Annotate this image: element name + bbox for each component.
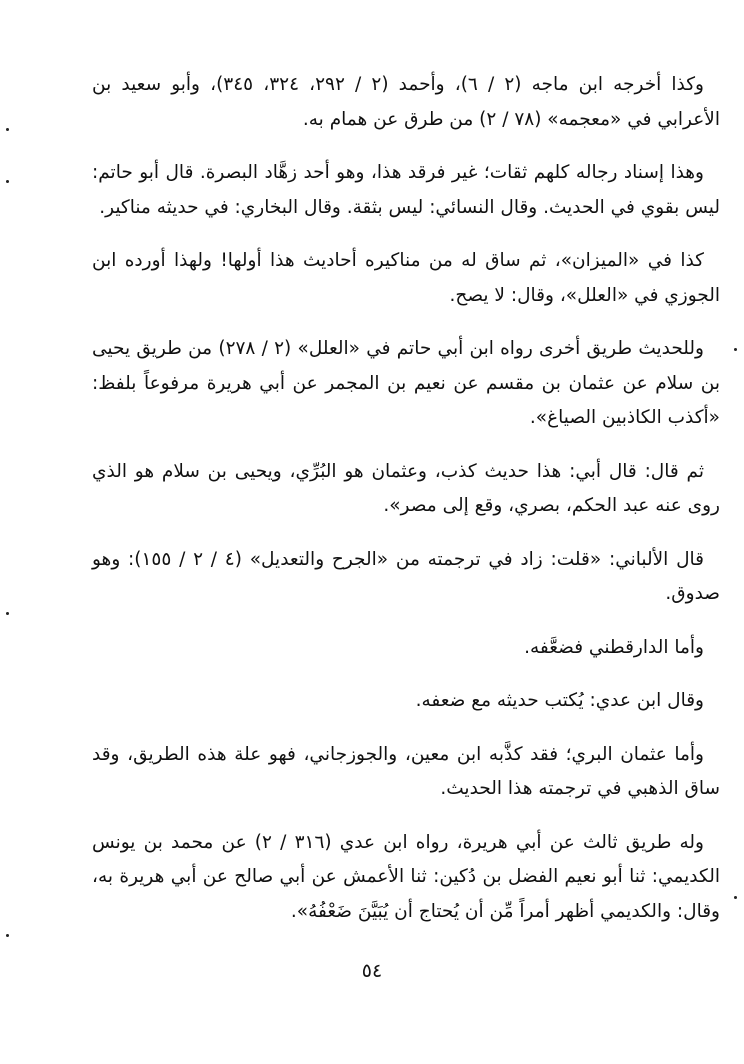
paragraph-2: وهذا إسناد رجاله كلهم ثقات؛ غير فرقد هذا، وهو أحد زهَّاد البصرة. قال أبو حاتم: ليس بقوي في الحديث. وقال النسائي: ليس بثقة. وقال البخاري: في حديثه مناكير. (92, 162, 720, 218)
scan-mark (6, 934, 9, 937)
paragraph-6: قال الألباني: «قلت: زاد في ترجمته من «الجرح والتعديل» (٤ / ٢ / ١٥٥): وهو صدوق. (92, 548, 720, 604)
paragraph-9: وأما عثمان البري؛ فقد كذَّبه ابن معين، والجوزجاني، فهو علة هذه الطريق، وقد ساق الذهبي في ترجمته هذا الحديث. (92, 743, 720, 799)
body-text (92, 68, 720, 948)
scan-mark (734, 896, 737, 899)
paragraph-8: وقال ابن عدي: يُكتب حديثه مع ضعفه. (415, 690, 704, 711)
paragraph-7: وأما الدارقطني فضعَّفه. (524, 636, 704, 658)
page-number: ٥٤ (361, 960, 383, 982)
paragraph-1: وكذا أخرجه ابن ماجه (٢ / ٦)، وأحمد (٢ / ٢٩٢، ٣٢٤، ٣٤٥)، وأبو سعيد بن الأعرابي في «معجمه» (٧٨ / ٢) من طرق عن همام به. (92, 74, 720, 130)
scan-mark (6, 180, 9, 183)
paragraph-3: كذا في «الميزان»، ثم ساق له من مناكيره أحاديث هذا أولها! ولهذا أورده ابن الجوزي في «العلل»، وقال: لا يصح. (92, 250, 720, 306)
paragraph-4: وللحديث طريق أخرى رواه ابن أبي حاتم في «العلل» (٢ / ٢٧٨) من طريق يحيى بن سلام عن عثمان بن مقسم عن نعيم بن المجمر عن أبي هريرة مرفوعاً بلفظ: «أكذب الكاذبين الصياغ». (92, 338, 720, 428)
scan-mark (734, 348, 737, 351)
paragraph-10: وله طريق ثالث عن أبي هريرة، رواه ابن عدي (٣١٦ / ٢) عن محمد بن يونس الكديمي: ثنا أبو نعيم الفضل بن دُكين: ثنا الأعمش عن أبي صالح عن أبي هريرة به، وقال: والكديمي أظهر أمراً مِّن أن يُحتاج أن يُبَيَّنَ ضَعْفُهُ». (92, 831, 720, 922)
paragraph-5: ثم قال: قال أبي: هذا حديث كذب، وعثمان هو البُرِّي، ويحيى بن سلام هو الذي روى عنه عبد الحكم، بصري، وقع إلى مصر». (92, 460, 720, 516)
scan-mark (6, 612, 9, 615)
scan-mark (6, 128, 9, 131)
